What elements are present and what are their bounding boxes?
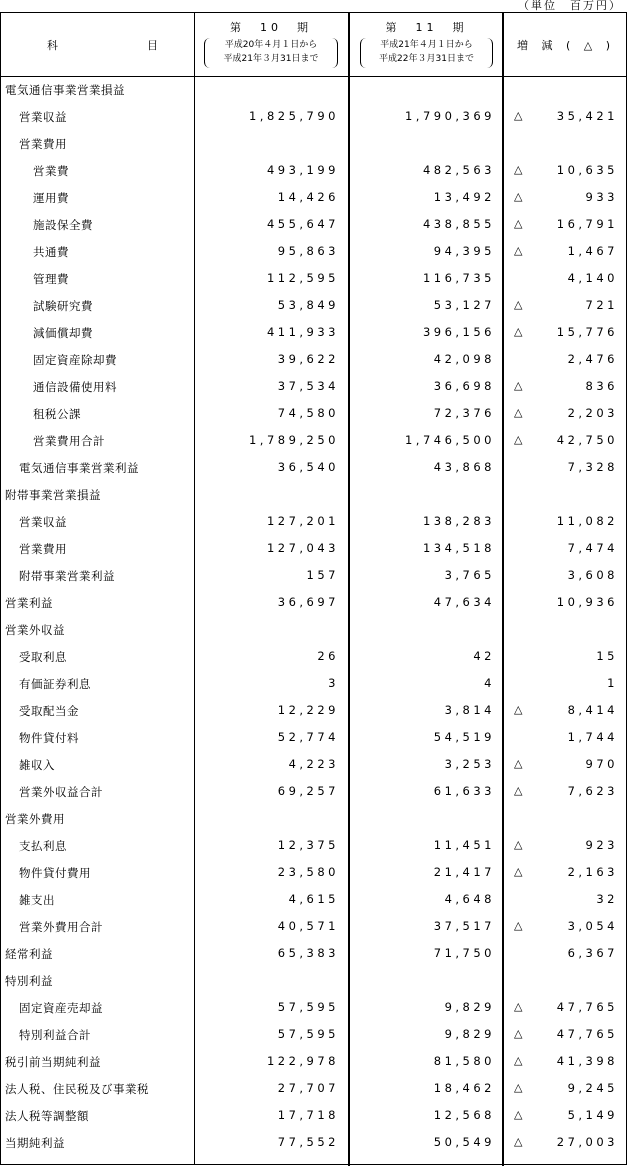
diff-value: 4,140 bbox=[567, 271, 618, 285]
period11-value: 61,633 bbox=[433, 784, 495, 798]
row-label: 営業外費用 bbox=[5, 812, 65, 826]
diff-value: 7,328 bbox=[567, 460, 618, 474]
table-row bbox=[1, 400, 626, 427]
diff-column-header: 増 減 ( △ ) bbox=[516, 39, 616, 52]
period10-value: 14,426 bbox=[277, 190, 339, 204]
table-row bbox=[1, 319, 626, 346]
table-row bbox=[1, 940, 626, 967]
period11-value: 18,462 bbox=[433, 1081, 495, 1095]
period11-value: 54,519 bbox=[433, 730, 495, 744]
row-label: 営業外収益 bbox=[5, 623, 65, 637]
diff-value: 15 bbox=[596, 649, 618, 663]
period10-range-end: 平成21年３月31日まで bbox=[223, 54, 319, 64]
decrease-mark: △ bbox=[514, 406, 523, 419]
period10-column-header bbox=[194, 13, 348, 76]
period10-value: 127,043 bbox=[266, 541, 339, 555]
period11-value: 1,790,369 bbox=[404, 109, 495, 123]
period11-range-start: 平成21年４月１日から bbox=[380, 40, 473, 50]
period10-value: 493,199 bbox=[266, 163, 339, 177]
period11-value: 116,735 bbox=[422, 271, 495, 285]
diff-value: 3,608 bbox=[567, 568, 618, 582]
row-label: 営業費用 bbox=[19, 542, 67, 556]
row-label: 営業費用合計 bbox=[33, 434, 105, 448]
table-row bbox=[1, 481, 626, 508]
row-label: 管理費 bbox=[33, 272, 69, 286]
period10-value: 3 bbox=[328, 676, 339, 690]
row-label: 営業外費用合計 bbox=[19, 920, 103, 934]
decrease-mark: △ bbox=[514, 379, 523, 392]
row-label: 営業利益 bbox=[5, 596, 53, 610]
decrease-mark: △ bbox=[514, 784, 523, 797]
period10-value: 1,789,250 bbox=[248, 433, 339, 447]
period10-value: 411,933 bbox=[266, 325, 339, 339]
diff-value: 933 bbox=[585, 190, 618, 204]
decrease-mark: △ bbox=[514, 1000, 523, 1013]
period11-value: 42,098 bbox=[433, 352, 495, 366]
table-row bbox=[1, 211, 626, 238]
period11-value: 12,568 bbox=[433, 1108, 495, 1122]
period10-value: 27,707 bbox=[277, 1081, 339, 1095]
row-label: 物件貸付料 bbox=[19, 731, 79, 745]
table-row bbox=[1, 832, 626, 859]
row-label: 支払利息 bbox=[19, 839, 67, 853]
unit-note: （単位 百万円） bbox=[518, 0, 622, 12]
row-label: 特別利益 bbox=[5, 974, 53, 988]
table-row bbox=[1, 373, 626, 400]
period11-value: 3,765 bbox=[444, 568, 495, 582]
diff-value: 9,245 bbox=[567, 1081, 618, 1095]
table-row bbox=[1, 724, 626, 751]
table-row bbox=[1, 184, 626, 211]
period10-value: 95,863 bbox=[277, 244, 339, 258]
row-label: 受取利息 bbox=[19, 650, 67, 664]
row-label: 受取配当金 bbox=[19, 704, 79, 718]
table-row bbox=[1, 427, 626, 454]
period11-range-end: 平成22年３月31日まで bbox=[379, 54, 474, 64]
diff-value: 8,414 bbox=[567, 703, 618, 717]
decrease-mark: △ bbox=[514, 217, 523, 230]
diff-value: 2,476 bbox=[567, 352, 618, 366]
period11-range bbox=[360, 38, 493, 68]
row-label: 減価償却費 bbox=[33, 326, 93, 340]
row-label: 租税公課 bbox=[33, 407, 81, 421]
table-row bbox=[1, 454, 626, 481]
period11-value: 1,746,500 bbox=[404, 433, 495, 447]
row-label: 物件貸付費用 bbox=[19, 866, 91, 880]
period10-value: 52,774 bbox=[277, 730, 339, 744]
row-label: 電気通信事業営業損益 bbox=[5, 83, 125, 97]
period11-value: 71,750 bbox=[433, 946, 495, 960]
period11-value: 438,855 bbox=[422, 217, 495, 231]
row-label: 経常利益 bbox=[5, 947, 53, 961]
diff-value: 41,398 bbox=[556, 1054, 618, 1068]
period10-value: 53,849 bbox=[277, 298, 339, 312]
table-row bbox=[1, 130, 626, 157]
decrease-mark: △ bbox=[514, 919, 523, 932]
table-row bbox=[1, 967, 626, 994]
diff-value: 923 bbox=[585, 838, 618, 852]
row-label: 営業収益 bbox=[19, 515, 67, 529]
period10-value: 74,580 bbox=[277, 406, 339, 420]
period11-value: 138,283 bbox=[422, 514, 495, 528]
diff-value: 1,467 bbox=[567, 244, 618, 258]
row-label: 試験研究費 bbox=[33, 299, 93, 313]
table-row bbox=[1, 805, 626, 832]
item-header-label-1: 科 bbox=[47, 39, 58, 52]
period10-value: 4,223 bbox=[288, 757, 339, 771]
row-label: 運用費 bbox=[33, 191, 69, 205]
period11-value: 36,698 bbox=[433, 379, 495, 393]
row-label: 共通費 bbox=[33, 245, 69, 259]
diff-value: 836 bbox=[585, 379, 618, 393]
decrease-mark: △ bbox=[514, 298, 523, 311]
row-label: 法人税等調整額 bbox=[5, 1109, 89, 1123]
diff-value: 721 bbox=[585, 298, 618, 312]
period11-value: 81,580 bbox=[433, 1054, 495, 1068]
period11-value: 396,156 bbox=[422, 325, 495, 339]
row-label: 税引前当期純利益 bbox=[5, 1055, 101, 1069]
row-label: 附帯事業営業利益 bbox=[19, 569, 115, 583]
period11-value: 11,451 bbox=[433, 838, 495, 852]
period10-value: 4,615 bbox=[288, 892, 339, 906]
table-row bbox=[1, 1048, 626, 1075]
period11-value: 4,648 bbox=[444, 892, 495, 906]
row-label: 有価証券利息 bbox=[19, 677, 91, 691]
period11-value: 42 bbox=[473, 649, 495, 663]
period11-value: 3,253 bbox=[444, 757, 495, 771]
diff-value: 11,082 bbox=[556, 514, 618, 528]
period11-value: 13,492 bbox=[433, 190, 495, 204]
period10-value: 65,383 bbox=[277, 946, 339, 960]
period10-value: 57,595 bbox=[277, 1000, 339, 1014]
decrease-mark: △ bbox=[514, 703, 523, 716]
diff-value: 16,791 bbox=[556, 217, 618, 231]
period10-value: 122,978 bbox=[266, 1054, 339, 1068]
period10-value: 157 bbox=[306, 568, 339, 582]
table-row bbox=[1, 1075, 626, 1102]
period10-title: 第 10 期 bbox=[230, 21, 312, 34]
period11-value: 50,549 bbox=[433, 1135, 495, 1149]
decrease-mark: △ bbox=[514, 325, 523, 338]
table-row bbox=[1, 886, 626, 913]
period10-value: 36,697 bbox=[277, 595, 339, 609]
diff-value: 42,750 bbox=[556, 433, 618, 447]
diff-value: 7,623 bbox=[567, 784, 618, 798]
table-row bbox=[1, 913, 626, 940]
row-label: 営業費 bbox=[33, 164, 69, 178]
period10-value: 12,229 bbox=[277, 703, 339, 717]
period10-value: 455,647 bbox=[266, 217, 339, 231]
period10-value: 40,571 bbox=[277, 919, 339, 933]
period10-value: 26 bbox=[317, 649, 339, 663]
row-label: 雑支出 bbox=[19, 893, 55, 907]
decrease-mark: △ bbox=[514, 163, 523, 176]
decrease-mark: △ bbox=[514, 190, 523, 203]
period10-value: 69,257 bbox=[277, 784, 339, 798]
period10-range bbox=[204, 38, 338, 68]
diff-value: 2,203 bbox=[567, 406, 618, 420]
period11-value: 4 bbox=[484, 676, 495, 690]
period11-value: 21,417 bbox=[433, 865, 495, 879]
table-row bbox=[1, 562, 626, 589]
diff-value: 1,744 bbox=[567, 730, 618, 744]
table-header bbox=[1, 13, 626, 77]
table-row bbox=[1, 751, 626, 778]
decrease-mark: △ bbox=[514, 109, 523, 122]
decrease-mark: △ bbox=[514, 838, 523, 851]
table-row bbox=[1, 616, 626, 643]
period11-value: 47,634 bbox=[433, 595, 495, 609]
diff-value: 27,003 bbox=[556, 1135, 618, 1149]
row-label: 営業費用 bbox=[19, 137, 67, 151]
row-label: 営業外収益合計 bbox=[19, 785, 103, 799]
table-row bbox=[1, 103, 626, 130]
decrease-mark: △ bbox=[514, 865, 523, 878]
table-row bbox=[1, 265, 626, 292]
row-label: 当期純利益 bbox=[5, 1136, 65, 1150]
period11-value: 9,829 bbox=[444, 1000, 495, 1014]
diff-value: 47,765 bbox=[556, 1000, 618, 1014]
period11-value: 3,814 bbox=[444, 703, 495, 717]
row-label: 特別利益合計 bbox=[19, 1028, 91, 1042]
diff-value: 1 bbox=[607, 676, 618, 690]
diff-value: 15,776 bbox=[556, 325, 618, 339]
period10-range-start: 平成20年４月１日から bbox=[224, 40, 318, 50]
decrease-mark: △ bbox=[514, 1081, 523, 1094]
period10-value: 39,622 bbox=[277, 352, 339, 366]
period11-column-header bbox=[350, 13, 503, 76]
period11-value: 53,127 bbox=[433, 298, 495, 312]
table-row bbox=[1, 643, 626, 670]
diff-value: 32 bbox=[596, 892, 618, 906]
row-label: 法人税、住民税及び事業税 bbox=[5, 1082, 149, 1096]
period10-value: 12,375 bbox=[277, 838, 339, 852]
row-label: 通信設備使用料 bbox=[33, 380, 117, 394]
period10-value: 36,540 bbox=[277, 460, 339, 474]
row-label: 電気通信事業営業利益 bbox=[19, 461, 139, 475]
period10-value: 112,595 bbox=[266, 271, 339, 285]
table-row bbox=[1, 778, 626, 805]
table-row bbox=[1, 1102, 626, 1129]
table-row bbox=[1, 535, 626, 562]
table-row bbox=[1, 1129, 626, 1156]
table-row bbox=[1, 697, 626, 724]
decrease-mark: △ bbox=[514, 1108, 523, 1121]
diff-value: 7,474 bbox=[567, 541, 618, 555]
diff-value: 10,635 bbox=[556, 163, 618, 177]
diff-value: 5,149 bbox=[567, 1108, 618, 1122]
diff-value: 3,054 bbox=[567, 919, 618, 933]
row-label: 固定資産売却益 bbox=[19, 1001, 103, 1015]
period11-value: 37,517 bbox=[433, 919, 495, 933]
period10-value: 23,580 bbox=[277, 865, 339, 879]
period11-title: 第 11 期 bbox=[385, 21, 468, 34]
decrease-mark: △ bbox=[514, 244, 523, 257]
table-row bbox=[1, 994, 626, 1021]
item-header-label-2: 目 bbox=[147, 39, 158, 52]
period11-value: 43,868 bbox=[433, 460, 495, 474]
table-row bbox=[1, 859, 626, 886]
table-row bbox=[1, 508, 626, 535]
decrease-mark: △ bbox=[514, 1135, 523, 1148]
decrease-mark: △ bbox=[514, 1054, 523, 1067]
decrease-mark: △ bbox=[514, 433, 523, 446]
table-row bbox=[1, 76, 626, 103]
period11-value: 72,376 bbox=[433, 406, 495, 420]
diff-value: 970 bbox=[585, 757, 618, 771]
diff-value: 6,367 bbox=[567, 946, 618, 960]
diff-value: 47,765 bbox=[556, 1027, 618, 1041]
table-row bbox=[1, 346, 626, 373]
row-label: 附帯事業営業損益 bbox=[5, 488, 101, 502]
period11-value: 9,829 bbox=[444, 1027, 495, 1041]
row-label: 雑収入 bbox=[19, 758, 55, 772]
diff-value: 35,421 bbox=[556, 109, 618, 123]
table-row bbox=[1, 292, 626, 319]
row-label: 固定資産除却費 bbox=[33, 353, 117, 367]
table-row bbox=[1, 238, 626, 265]
period11-value: 482,563 bbox=[422, 163, 495, 177]
decrease-mark: △ bbox=[514, 1027, 523, 1040]
table-row bbox=[1, 1021, 626, 1048]
period10-value: 17,718 bbox=[277, 1108, 339, 1122]
period10-value: 57,595 bbox=[277, 1027, 339, 1041]
period10-value: 127,201 bbox=[266, 514, 339, 528]
row-label: 営業収益 bbox=[19, 110, 67, 124]
row-label: 施設保全費 bbox=[33, 218, 93, 232]
period10-value: 37,534 bbox=[277, 379, 339, 393]
period10-value: 77,552 bbox=[277, 1135, 339, 1149]
period11-value: 134,518 bbox=[422, 541, 495, 555]
period10-value: 1,825,790 bbox=[248, 109, 339, 123]
decrease-mark: △ bbox=[514, 757, 523, 770]
diff-value: 10,936 bbox=[556, 595, 618, 609]
diff-value: 2,163 bbox=[567, 865, 618, 879]
table-row bbox=[1, 589, 626, 616]
period11-value: 94,395 bbox=[433, 244, 495, 258]
table-row bbox=[1, 670, 626, 697]
table-row bbox=[1, 157, 626, 184]
income-statement-table bbox=[0, 12, 627, 1165]
